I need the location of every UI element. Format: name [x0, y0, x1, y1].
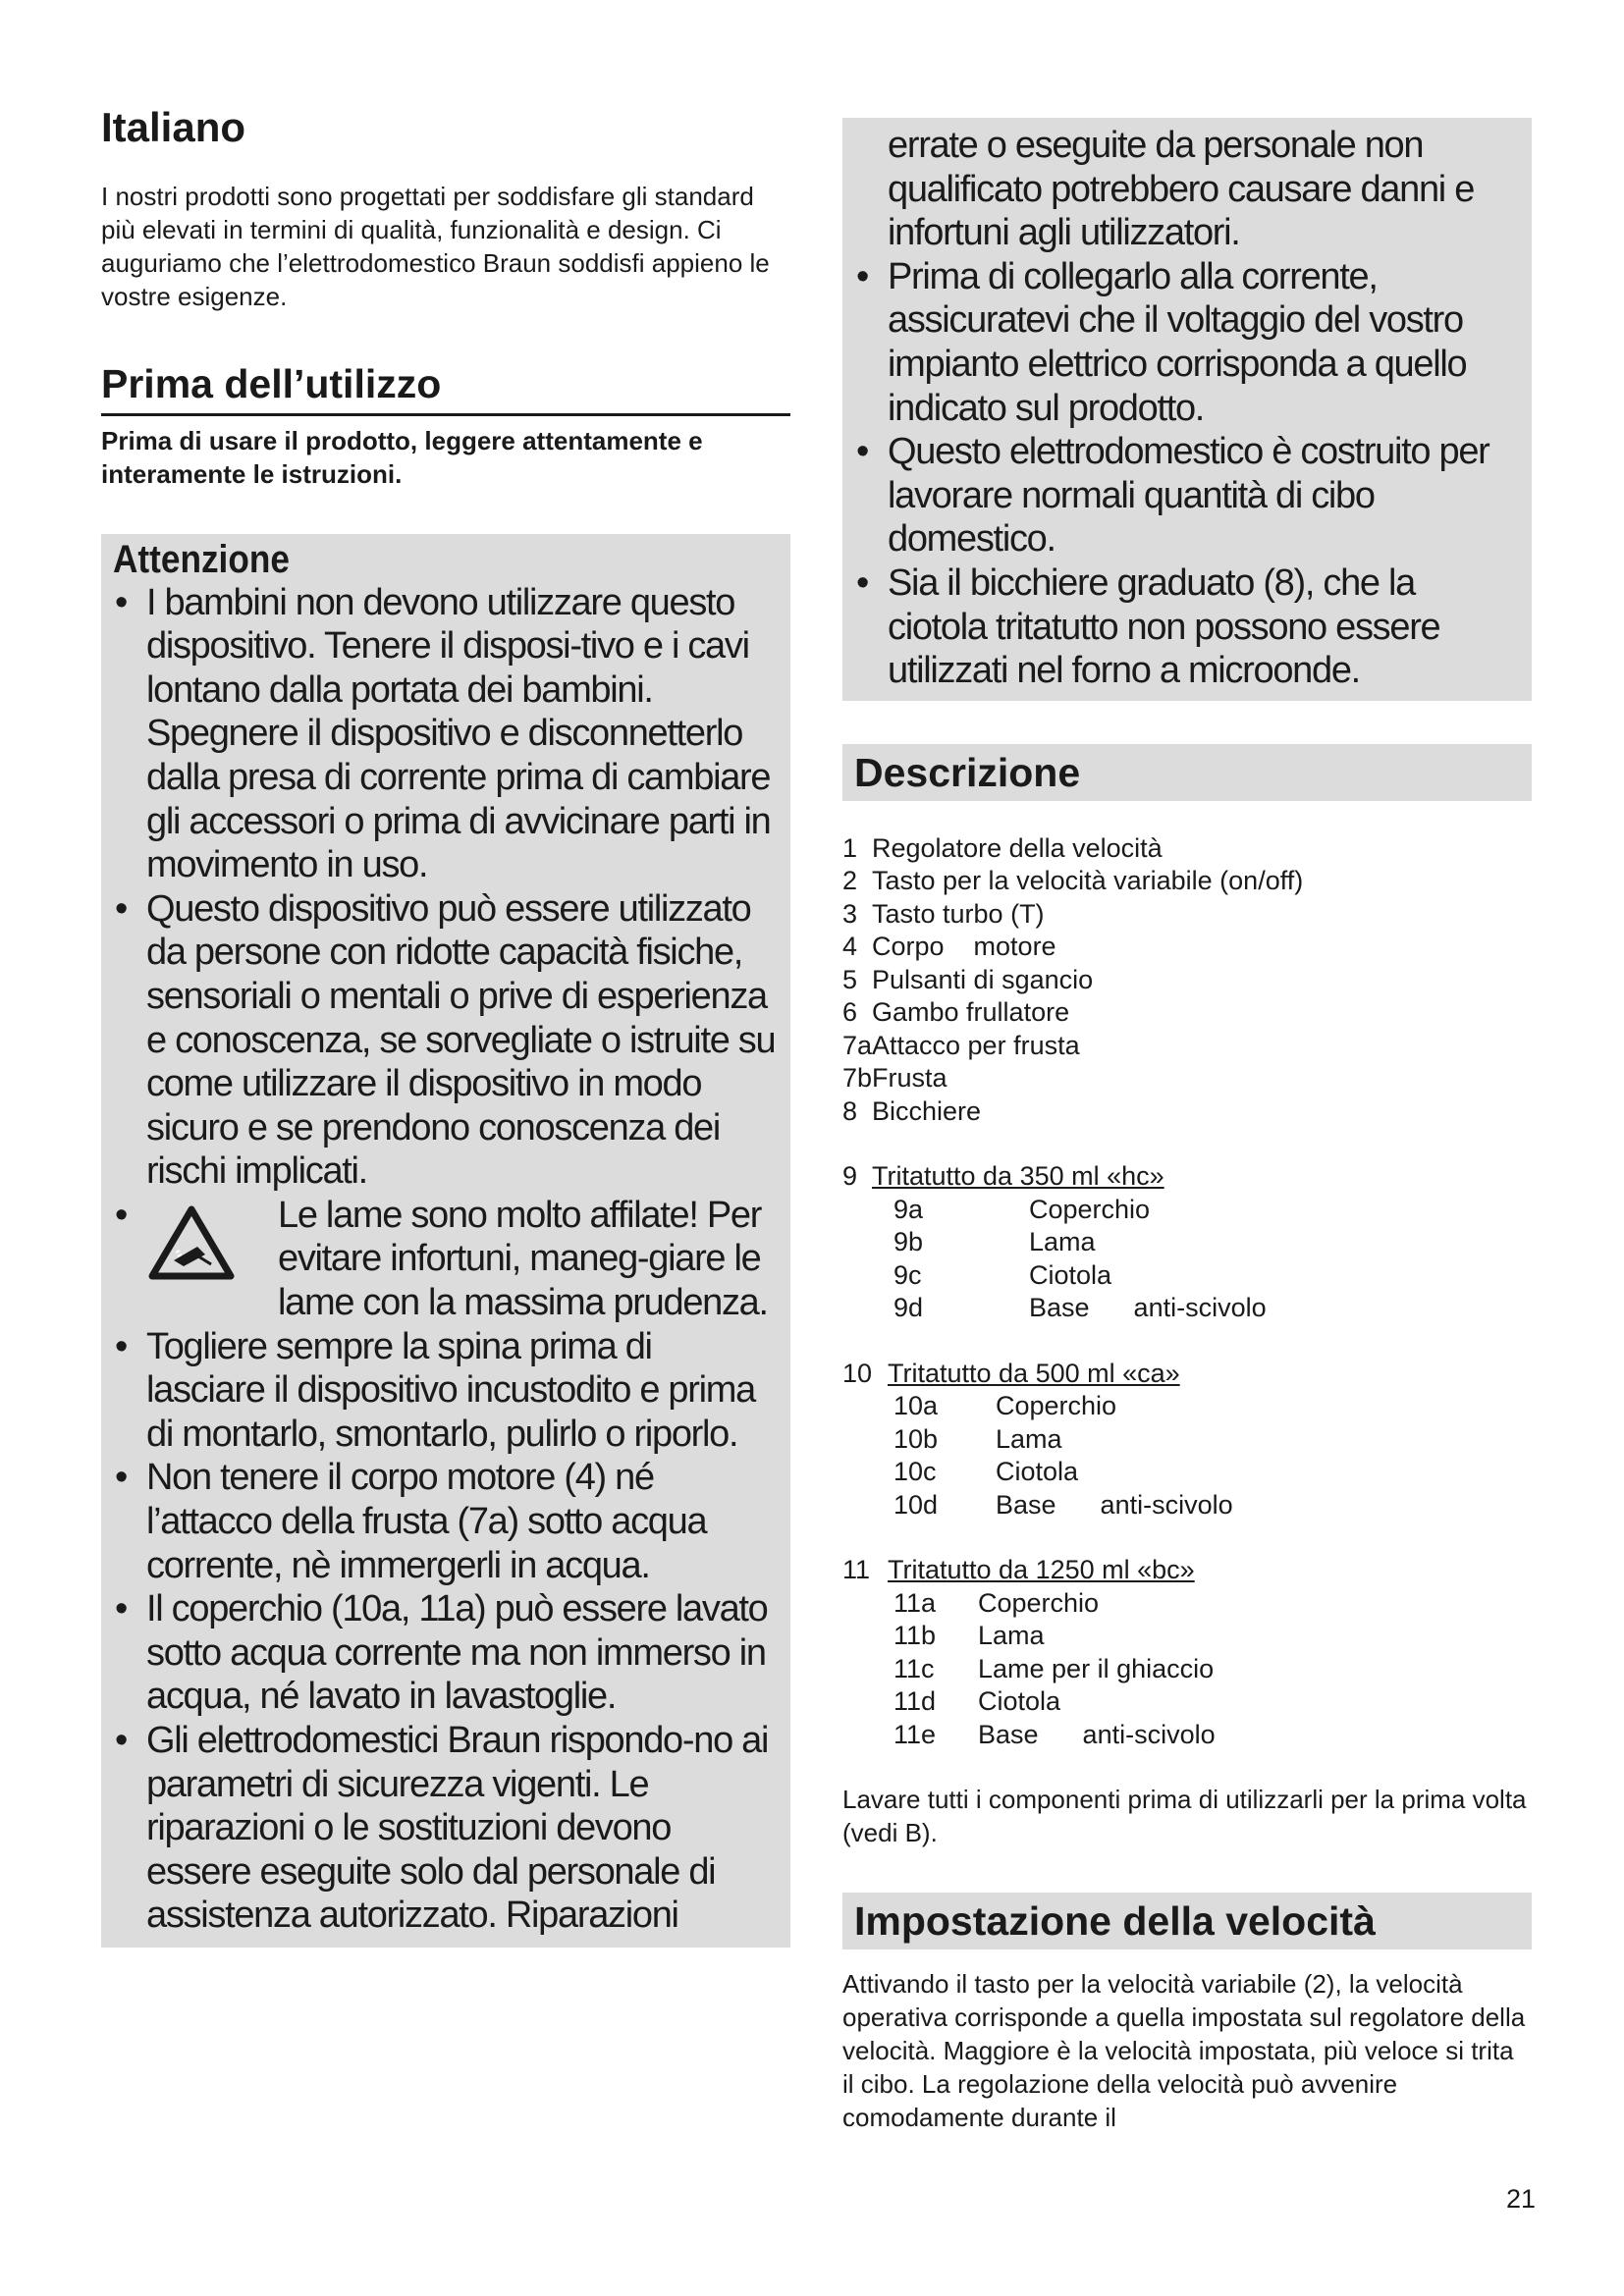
- warning-title: Attenzione: [113, 537, 290, 581]
- warning-box-continued: [842, 118, 1532, 701]
- warning-item: • I bambini non devono utilizzare questo dispositivo. Tenere il disposi-tivo e i cavi lontano dalla portata dei bambini. Spegnere il dispositivo e disconnetterlo dalla presa di corrente prima di cambiare gli accessori o prima di avvicinare parti in movimento in uso.: [113, 581, 777, 887]
- list-item: 6 Gambo frullatore: [842, 997, 1070, 1028]
- list-item: 7aAttacco per frusta: [842, 1030, 1080, 1060]
- list-item: 10c Ciotola: [893, 1457, 1079, 1487]
- description-title: Descrizione: [842, 744, 1532, 801]
- list-item: 1 Regolatore della velocità: [842, 832, 1163, 863]
- warning-item: • Il coperchio (10a, 11a) può essere lavato sotto acqua corrente ma non immerso in acqua, né lavato in lavastoglie.: [113, 1587, 777, 1719]
- speed-setting-text: Attivando il tasto per la velocità variabile (2), la velocità operativa corrisponde a quella impostata sul regolatore della velocità. Maggiore è la velocità impostata, più veloce si trita il cibo. La regolazione della velocità può avvenire comodamente durante il: [842, 1969, 1526, 2133]
- page-number: 21: [1505, 2184, 1536, 2214]
- list-item: 5 Pulsanti di sgancio: [842, 964, 1094, 994]
- list-item: 9b Lama: [893, 1227, 1096, 1257]
- warning-box: [101, 534, 790, 1948]
- list-item: 4 Corpo motore: [842, 932, 1056, 962]
- warning-list-continued: [854, 255, 1522, 693]
- chopper-1250-heading: 11 Tritatutto da 1250 ml «bc»: [842, 1555, 1195, 1585]
- section-title-before-use: Prima dell’utilizzo: [101, 360, 790, 415]
- list-item: 11c Lame per il ghiaccio: [893, 1653, 1215, 1683]
- list-item: 10b Lama: [893, 1423, 1062, 1454]
- warning-item: • Questo dispositivo può essere utilizzato da persone con ridotte capacità fisiche, sensoriali o mentali o prive di esperienza e conoscenza, se sorvegliate o istruite su come utilizzare il dispositivo in modo sicuro e se prendono conoscenza dei rischi implicati.: [113, 887, 777, 1194]
- list-item: 10a Coperchio: [893, 1391, 1117, 1421]
- list-item: 8 Bicchiere: [842, 1095, 982, 1126]
- list-item: 9c Ciotola: [893, 1259, 1112, 1290]
- right-column: [842, 118, 1532, 2134]
- left-column: [101, 103, 790, 1948]
- warning-list: [113, 581, 777, 1938]
- warning-item: • Questo elettrodomestico è costruito per lavorare normali quantità di cibo domestico.: [854, 430, 1522, 561]
- list-item: 11e Base anti-scivolo: [893, 1719, 1216, 1749]
- list-item: 9d Base anti-scivolo: [893, 1293, 1267, 1323]
- warning-item: • Togliere sempre la spina prima di lasciare il dispositivo incustodito e prima di montarlo, smontarlo, pulirlo o riporlo.: [113, 1325, 777, 1457]
- speed-setting-title: Impostazione della velocità: [842, 1893, 1532, 1949]
- chopper-350-heading: 9 Tritatutto da 350 ml «hc»: [842, 1161, 1164, 1192]
- list-item: 2 Tasto per la velocità variabile (on/off): [842, 866, 1304, 896]
- list-item: 11d Ciotola: [893, 1686, 1061, 1717]
- language-heading: Italiano: [101, 104, 246, 150]
- list-item: 7bFrusta: [842, 1063, 947, 1094]
- list-item: 9a Coperchio: [893, 1194, 1151, 1224]
- warning-item: • Gli elettrodomestici Braun rispondo-no ai parametri di sicurezza vigenti. Le riparazioni o le sostituzioni devono essere eseguite solo dal personale di assistenza autorizzato. Riparazioni: [113, 1719, 777, 1938]
- read-instructions-note: Prima di usare il prodotto, leggere attentamente e interamente le istruzioni.: [101, 425, 703, 489]
- warning-item-blades: [113, 1194, 777, 1325]
- list-item: 10d Base anti-scivolo: [893, 1489, 1233, 1520]
- sharp-blade-warning-icon: [146, 1194, 278, 1325]
- list-item: 11b Lama: [893, 1621, 1045, 1651]
- chopper-500-heading: 10 Tritatutto da 500 ml «ca»: [842, 1358, 1180, 1388]
- warning-continued-text: errate o eseguite da personale non qualificato potrebbero causare danni e infortuni agli utilizzatori.: [888, 125, 1475, 254]
- wash-note: Lavare tutti i componenti prima di utilizzarli per la prima volta (vedi B).: [842, 1785, 1527, 1848]
- list-item: 3 Tasto turbo (T): [842, 898, 1045, 929]
- warning-item: • Sia il bicchiere graduato (8), che la ciotola tritatutto non possono essere utilizzati nel forno a microonde.: [854, 561, 1522, 693]
- warning-item: • Prima di collegarlo alla corrente, assicuratevi che il voltaggio del vostro impianto elettrico corrisponda a quello indicato sul prodotto.: [854, 255, 1522, 430]
- warning-item: • Non tenere il corpo motore (4) né l’attacco della frusta (7a) sotto acqua corrente, nè immergerli in acqua.: [113, 1456, 777, 1587]
- warning-blades-text: • Le lame sono molto affilate! Per evitare infortuni, maneg-giare le lame con la massima prudenza.: [278, 1194, 768, 1324]
- intro-paragraph: I nostri prodotti sono progettati per soddisfare gli standard più elevati in termini di qualità, funzionalità e design. Ci auguriamo che l’elettrodomestico Braun soddisfi appieno le vostre esigenze.: [101, 182, 770, 312]
- parts-list: [842, 832, 1532, 1752]
- list-item: 11a Coperchio: [893, 1587, 1100, 1618]
